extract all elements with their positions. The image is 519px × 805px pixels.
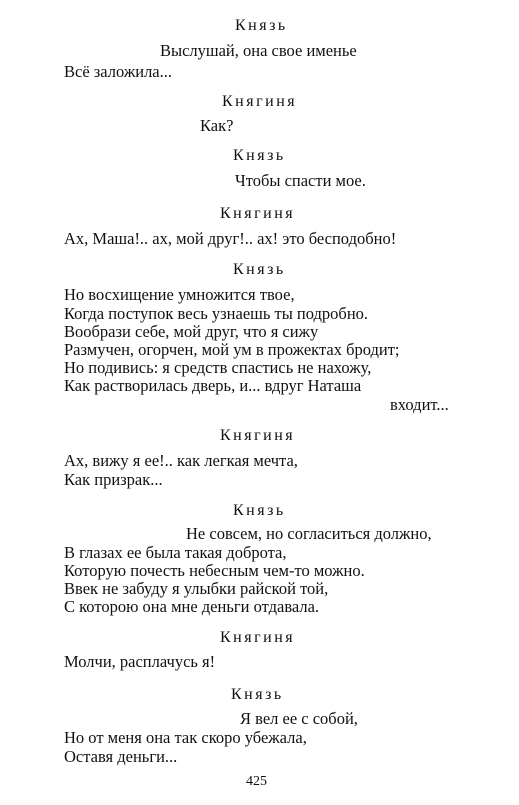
verse-line: Оставя деньги... [64, 747, 178, 766]
speaker-name: Князь [235, 17, 288, 34]
speaker-name: Княгиня [220, 427, 296, 444]
verse-line: Как растворилась дверь, и... вдруг Наташа [64, 376, 362, 395]
verse-line: В глазах ее была такая доброта, [64, 543, 287, 562]
speaker-name: Княгиня [220, 205, 296, 222]
verse-line: Всё заложила... [64, 62, 172, 81]
verse-line: Чтобы спасти мое. [235, 171, 366, 190]
verse-line: Как? [200, 116, 234, 135]
verse-line: Но от меня она так скоро убежала, [64, 728, 307, 747]
verse-line: Когда поступок весь узнаешь ты подробно. [64, 304, 369, 323]
page-number: 425 [246, 774, 267, 789]
verse-line: Но восхищение умножится твое, [64, 285, 295, 304]
verse-line: Но подивись: я средств спастись не нахожу, [64, 358, 372, 377]
verse-line: Ах, Маша!.. ах, мой друг!.. ах! это бесподобно! [64, 229, 397, 248]
verse-line: Не совсем, но согласиться должно, [186, 524, 432, 543]
speaker-name: Князь [233, 261, 286, 278]
verse-line: Размучен, огорчен, мой ум в прожектах бродит; [64, 340, 400, 359]
verse-line: Ах, вижу я ее!.. как легкая мечта, [64, 451, 298, 470]
verse-line: Которую почесть небесным чем-то можно. [64, 561, 365, 580]
verse-line: Я вел ее с собой, [240, 709, 358, 728]
verse-line: Вообрази себе, мой друг, что я сижу [64, 322, 319, 341]
verse-line: Молчи, расплачусь я! [64, 652, 216, 671]
verse-line: Ввек не забуду я улыбки райской той, [64, 579, 329, 598]
speaker-name: Княгиня [222, 93, 298, 110]
speaker-name: Князь [233, 502, 286, 519]
verse-line: Выслушай, она свое именье [160, 41, 357, 60]
speaker-name: Княгиня [220, 629, 296, 646]
speaker-name: Князь [233, 147, 286, 164]
verse-line: Как призрак... [64, 470, 163, 489]
verse-line: С которою она мне деньги отдавала. [64, 597, 320, 616]
verse-line: входит... [390, 395, 449, 414]
speaker-name: Князь [231, 686, 284, 703]
